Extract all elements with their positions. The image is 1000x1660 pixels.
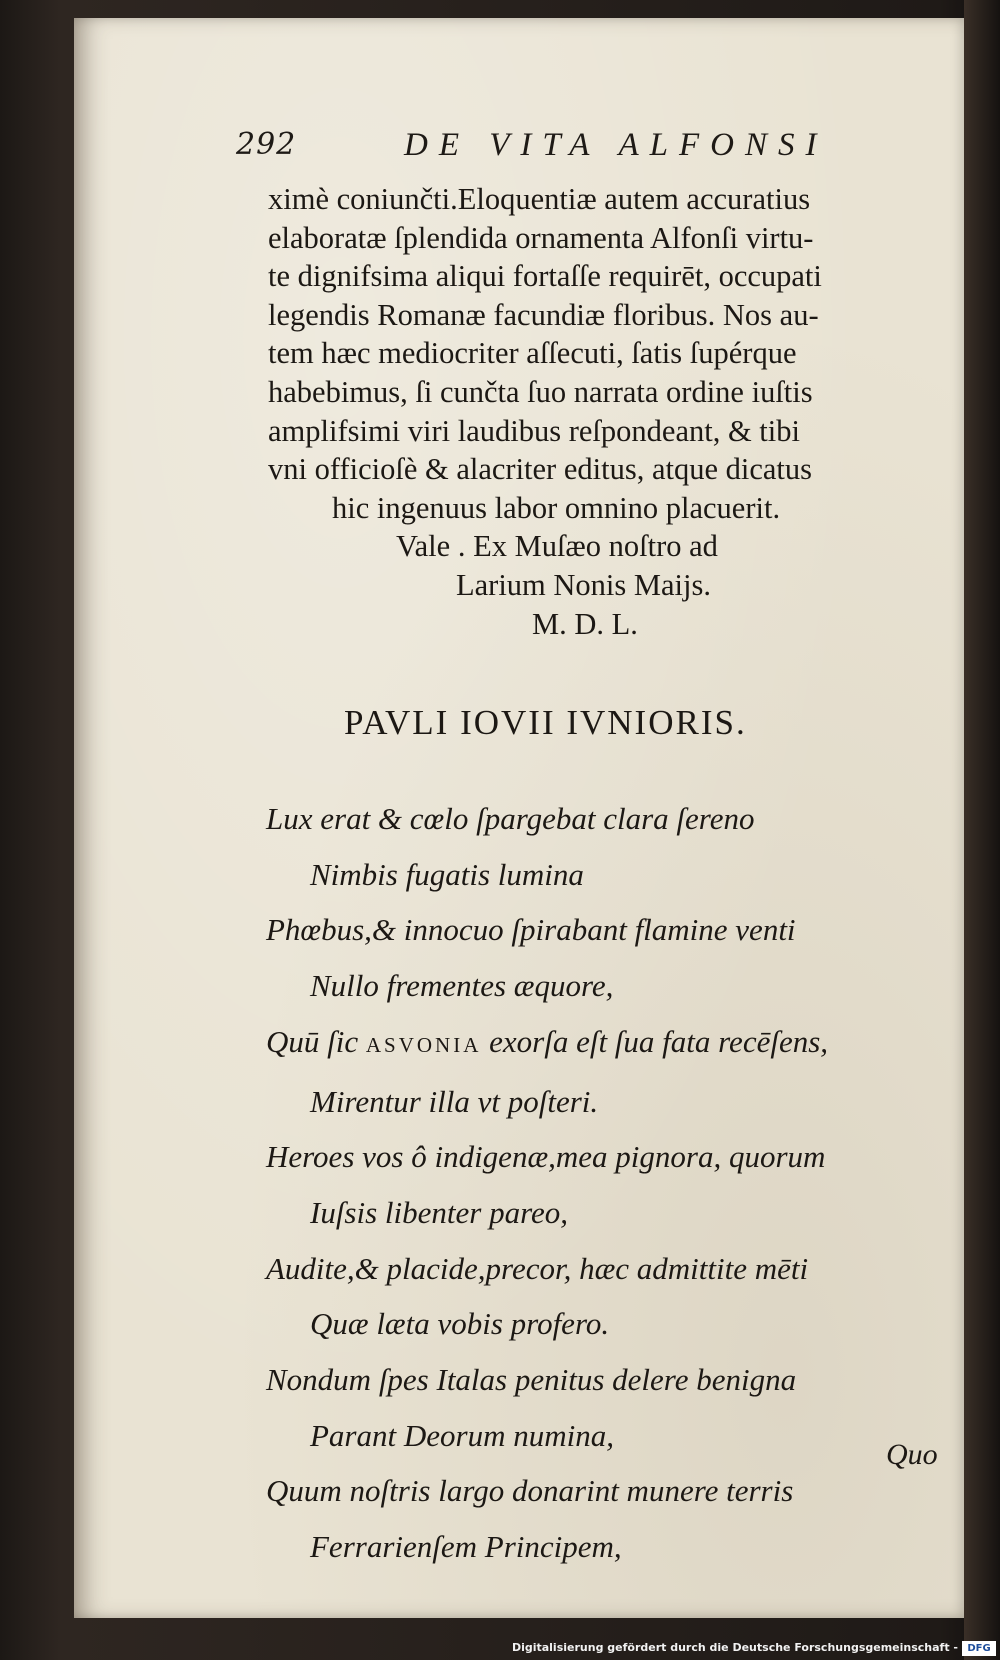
poem-line: Quum noſtris largo donarint munere terris [266,1473,794,1509]
poem-line: Quæ læta vobis profero. [310,1306,610,1342]
prose-line: elaboratæ ſplendida ornamenta Alfonſi virtu- [268,220,814,255]
prose-line: hic ingenuus labor omnino placuerit. [332,490,781,525]
poem-line: Lux erat & cœlo ſpargebat clara ſereno [266,801,755,836]
poem-smallcaps-name: ASVONIA [365,1032,482,1057]
prose-line: legendis Romanæ facundiæ floribus. Nos au- [268,297,819,332]
prose-line: habebimus, ſi cunčta ſuo narrata ordine iuſtis [268,374,813,409]
closing-line: Vale . Ex Muſæo noſtro ad [396,529,718,564]
poem-line: Nimbis fugatis lumina [310,856,584,892]
prose-line: tem hæc mediocriter aſſecuti, ſatis ſupérque [268,336,797,371]
poem-line: Heroes vos ô indigenæ,mea pignora, quorum [266,1139,826,1175]
page-number: 292 [236,127,297,162]
prose-block [268,180,958,643]
poem-line: Parant Deorum numina, [310,1417,614,1453]
prose-line: te dignifsima aliqui fortaſſe requirēt, occupati [268,259,822,294]
poem-line: Audite,& placide,precor, hæc admittite mēti [266,1250,809,1286]
closing-line: Larium Nonis Maijs. [456,567,711,602]
poem-line: Iuſsis libenter pareo, [310,1194,569,1230]
poem-line: Ferrarienſem Principem, [310,1529,622,1565]
poem-line: Phœbus,& innocuo ſpirabant flamine venti [266,912,796,948]
poem-line-end: exorſa eſt ſua fata recēſens, [481,1023,829,1059]
poem-line: Nondum ſpes Italas penitus delere benigna [266,1362,797,1398]
prose-line: ximè coniunčti.Eloquentiæ autem accuratius [268,182,811,216]
digitization-credit: Digitalisierung gefördert durch die Deutsche Forschungsgemeinschaft - [511,1641,958,1654]
poem-line [266,1014,966,1074]
date-line: M. D. L. [532,606,638,641]
poem-block [266,791,966,1575]
page-header [236,127,876,167]
catchword: Quo [886,1438,938,1471]
poem-line: Nullo frementes æquore, [310,968,614,1004]
dfg-logo: DFG [962,1641,996,1656]
poem-line-start: Quū ſic [266,1023,366,1059]
page-edge [964,0,1000,1660]
running-head: DE VITA ALFONSI [404,127,828,163]
prose-line: amplifsimi viri laudibus reſpondeant, & tibi [268,413,800,448]
poem-line: Mirentur illa vt poſteri. [310,1083,599,1119]
poem-heading: PAVLI IOVII IVNIORIS. [344,703,747,742]
prose-line: vni officioſè & alacriter editus, atque dicatus [268,452,813,487]
